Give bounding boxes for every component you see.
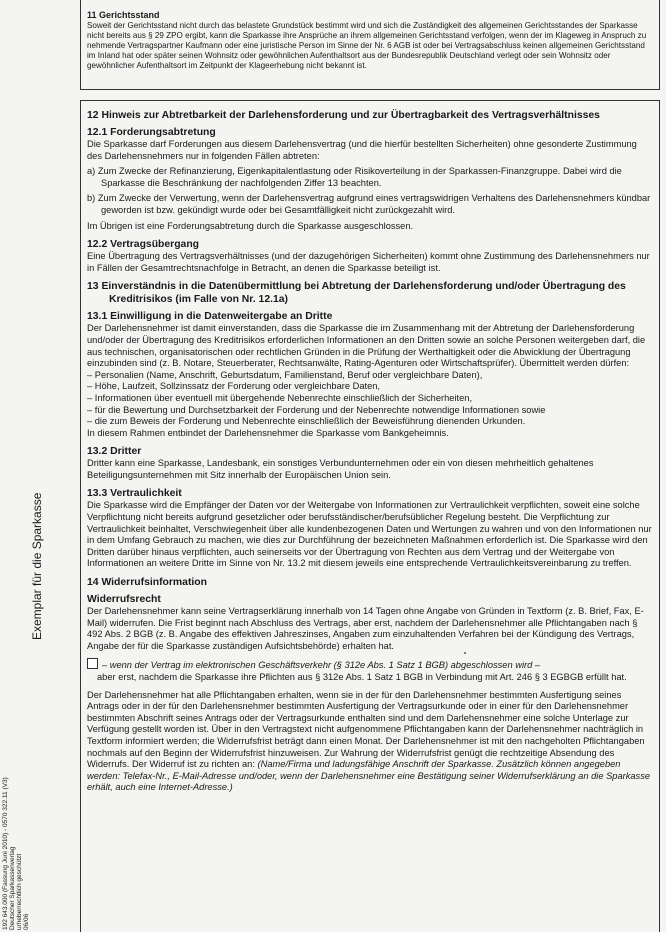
scan-speck xyxy=(464,652,466,654)
section-11-box xyxy=(80,0,660,90)
section-12-heading: 12 Hinweis zur Abtretbarkeit der Darlehensforderung und zur Übertragbarkeit des Vertragsverhältnisses xyxy=(87,110,600,121)
section-13-2-heading: 13.2 Dritter xyxy=(87,446,142,458)
section-11-heading: 11 Gerichtsstand xyxy=(87,10,160,20)
list-item: – die zum Beweis der Forderung und Nebenrechte einschließlich der Beweisführung dienenden Urkunden. xyxy=(87,416,526,427)
checkbox-continuation: aber erst, nachdem die Sparkasse ihre Pflichten aus § 312e Abs. 1 Satz 1 BGB in Verbindung mit Art. 246 § 3 EGBGB erfüllt hat. xyxy=(97,672,627,682)
section-13-heading: 13 Einverständnis in die Datenübermittlung bei Abtretung der Darlehensforderung und/oder Übertragung des Kreditrisikos (im Falle von Nr. 12.1a) xyxy=(87,281,626,306)
section-12-1-b: b) Zum Zwecke der Verwertung, wenn der Darlehensvertrag aufgrund eines vertragswidrigen Verhaltens des Darlehensnehmers kündbar geworden ist bzw. gekündigt wurde oder bei Gesamtfälligkeit nicht zurückgezahlt wird. xyxy=(87,193,651,215)
list-item: – für die Bewertung und Durchsetzbarkeit der Forderung und der Nebenrechte notwendige Informationen sowie xyxy=(87,404,546,415)
section-14-text2-body: Der Darlehensnehmer hat alle Pflichtangaben erhalten, wenn sie in der für den Darlehensnehmer bestimmten Ausfertigung seines Antrags oder in der für den Darlehensnehmer bestimmten Ausfertigung der Vertragsurkunde oder in einer für den Darlehensnehmer bestimmten Abschrift seines Antrags oder der Vertragsurkunde enthalten sind und dem Darlehensnehmer eine solche Unterlage zur Verfügung gestellt worden ist. Über in den Vertragstext nicht aufgenommene Pflichtangaben kann der Darlehensnehmer nachträglich in Textform informiert werden; die Widerrufsfrist beträgt dann einen Monat. Der Darlehensnehmer ist mit den nachgeholten Pflichtangaben nochmals auf den Beginn der Widerrufsfrist hinzuweisen. Zur Wahrung der Widerrufsfrist genügt die rechtzeitige Absendung des Widerrufs. Der Widerruf ist zu richten an: xyxy=(87,689,645,770)
form-code-line: urheberrechtlich geschützt xyxy=(16,853,23,930)
section-14-text2-italic: (Name/Firma und ladungsfähige Anschrift der Sparkasse. Zusätzlich können angegeben werden: Telefax-Nr., E-Mail-Adresse und/oder, wenn der Darlehensnehmer eine Bestätigung seiner Widerrufserklärung an die Sparkasse erhält, auch eine Internet-Adresse.) xyxy=(87,759,651,793)
section-12-2-text: Eine Übertragung des Vertragsverhältnisses (und der dazugehörigen Sicherheiten) kommt ohne Zustimmung des Darlehensnehmers nur in Fällen der Gesamtrechtsnachfolge in Betracht, an denen die Sparkasse beteiligt ist. xyxy=(87,251,650,273)
section-13-3-text: Die Sparkasse wird die Empfänger der Daten vor der Weitergabe von Informationen zur Vertraulichkeit verpflichten, soweit eine solche Verpflichtung nicht bereits aufgrund gesetzlicher oder berufsständischer/berufsüblicher Regelung besteht. Die Verpflichtung zur Vertraulichkeit beinhaltet, Verschwiegenheit über alle kundenbezogenen Daten und Wertungen zu wahren und von den Informationen nur in dem Umfang Gebrauch zu machen, wie dies zur Durchführung der bezeichneten Maßnahmen erforderlich ist. Die Sparkasse wird den Dritten darüber hinaus verpflichten, auch seinerseits vor der Übertragung von Rechten aus dem Vertrag und der Weitergabe von Informationen an weitere Dritte im Sinne von Nr. 13.2 mit diesem jeweils eine entsprechende Vertraulichkeitsvereinbarung zu treffen. xyxy=(87,500,652,569)
section-13-1-heading: 13.1 Einwilligung in die Datenweitergabe an Dritte xyxy=(87,311,333,323)
form-code-line: 06/06 xyxy=(23,913,30,930)
section-12-2-heading: 12.2 Vertragsübergang xyxy=(87,239,200,251)
form-code-line: Deutscher Sparkassenverlag xyxy=(9,846,16,930)
electronic-commerce-option xyxy=(87,658,653,672)
section-13-1-text: Der Darlehensnehmer ist damit einverstanden, dass die Sparkasse die im Zusammenhang mit der Abtretung der Darlehensforderung und/oder der Übertragung des Kreditrisikos erforderlichen Informationen an den Dritten sowie an solche Personen weitergeben darf, die aus technischen, organisatorischen oder rechtlichen Gründen in die Prüfung der Werthaltigkeit oder die Abwicklung der Übertragung einzubinden sind (z. B. Notare, Steuerberater, Rechtsanwälte, Rating-Agenturen oder Wirtschaftsprüfer). Übermittelt werden dürfen: xyxy=(87,323,646,369)
section-14-heading: 14 Widerrufsinformation xyxy=(87,577,207,589)
section-12-1-a: a) Zum Zwecke der Refinanzierung, Eigenkapitalentlastung oder Risikoverteilung in der Sparkassen-Finanzgruppe. Dabei wird die Sparkasse die Beschränkung der nachfolgenden Ziffer 13 beachten. xyxy=(87,166,622,188)
side-label-text: Exemplar für die Sparkasse xyxy=(30,492,44,640)
section-14-subheading: Widerrufsrecht xyxy=(87,594,161,606)
section-12-1-intro: Die Sparkasse darf Forderungen aus diesem Darlehensvertrag (und die hierfür bestellten Sicherheiten) ohne gesonderte Zustimmung des Darlehensnehmers nur in folgenden Fällen abtreten: xyxy=(87,139,637,161)
section-13-1-end: In diesem Rahmen entbindet der Darlehensnehmer die Sparkasse vom Bankgeheimnis. xyxy=(87,427,449,438)
side-label xyxy=(4,400,44,640)
checkbox-label: – wenn der Vertrag im elektronischen Geschäftsverkehr (§ 312e Abs. 1 Satz 1 BGB) abgeschlossen wird – xyxy=(102,660,541,671)
section-13-2-text: Dritter kann eine Sparkasse, Landesbank, ein sonstiges Verbundunternehmen oder ein von diesen mehrheitlich gehaltenes Beteiligungsunternehmen mit Sitz innerhalb der Europäischen Union sein. xyxy=(87,458,594,480)
main-box xyxy=(80,100,660,932)
section-13-3-heading: 13.3 Vertraulichkeit xyxy=(87,488,182,500)
form-code-line: 192 643.000 (Fassung Juni 2010) - 0570 322.11 (V3) xyxy=(2,777,9,930)
section-11-text: Soweit der Gerichtsstand nicht durch das belastete Grundstück bestimmt wird und sich die Zuständigkeit des allgemeinen Gerichtsstandes der Sparkasse nicht bereits aus § 29 ZPO ergibt, kann die Sparkasse ihre Ansprüche an ihrem allgemeinen Gerichtsstand verfolgen, wenn der im Klageweg in Anspruch zu nehmende Vertragspartner Kaufmann oder eine juristische Person im Sinne der Nr. 6 AGB ist oder bei Vertragsabschluss keinen allgemeinen Gerichtsstand im Inland hat oder später seinen Wohnsitz oder gewöhnlichen Aufenthaltsort aus der Bundesrepublik Deutschland verlegt oder sein Wohnsitz oder gewöhnlicher Aufenthaltsort im Zeitpunkt der Klageerhebung nicht bekannt ist. xyxy=(87,21,647,70)
list-item: – Höhe, Laufzeit, Sollzinssatz der Forderung oder vergleichbare Daten, xyxy=(87,381,381,392)
section-12-1-rest: Im Übrigen ist eine Forderungsabtretung durch die Sparkasse ausgeschlossen. xyxy=(87,220,414,231)
electronic-commerce-checkbox[interactable] xyxy=(87,658,98,669)
section-12-1-heading: 12.1 Forderungsabtretung xyxy=(87,127,216,138)
list-item: – Personalien (Name, Anschrift, Geburtsdatum, Familienstand, Beruf oder vergleichbare Daten), xyxy=(87,369,483,380)
form-code xyxy=(0,777,30,930)
section-14-text2 xyxy=(87,690,653,794)
data-list xyxy=(87,370,653,428)
list-item: – Informationen über eventuell mit übergehende Nebenrechte einschließlich der Sicherheiten, xyxy=(87,392,473,403)
section-14-text1: Der Darlehensnehmer kann seine Vertragserklärung innerhalb von 14 Tagen ohne Angabe von Gründen in Textform (z. B. Brief, Fax, E-Mail) widerrufen. Die Frist beginnt nach Abschluss des Vertrags, aber erst, nachdem der Darlehensnehmer alle Pflichtangaben nach § 492 Abs. 2 BGB (z. B. Angabe des effektiven Jahreszinses, Angaben zum einzuhaltenden Verfahren bei der Kündigung des Vertrags, Angabe der für die Sparkasse zuständigen Aufsichtsbehörde) erhalten hat. xyxy=(87,606,644,651)
